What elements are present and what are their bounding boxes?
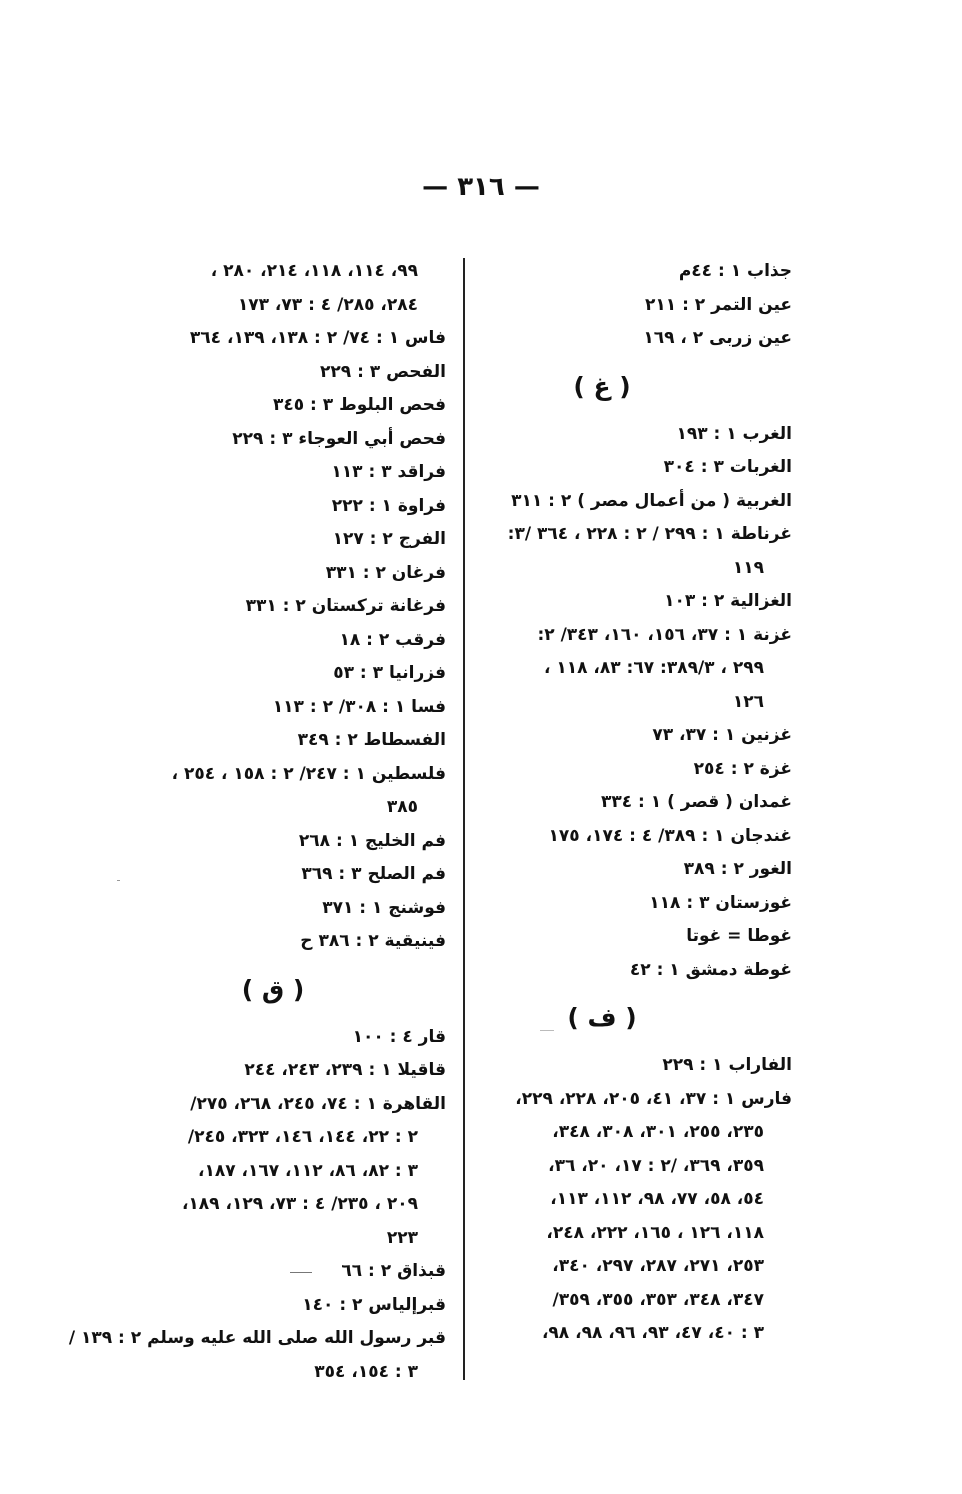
index-entry: فم الخليج ١ : ٢٦٨ bbox=[298, 830, 446, 851]
index-entry: فحص أبي العوجاء ٣ : ٢٢٩ bbox=[232, 428, 446, 449]
index-entry: غندجان ١ : ٣٨٩/ ٤ : ١٧٤، ١٧٥ bbox=[548, 825, 792, 846]
index-block-ghain bbox=[492, 418, 792, 988]
index-entry-continuation: ١١٩ bbox=[732, 557, 764, 578]
index-entry: القاهرة ١ : ٧٤، ٢٤٥، ٢٦٨، ٢٧٥/ bbox=[190, 1093, 446, 1114]
index-entry: غوطا = غوتا bbox=[686, 926, 792, 946]
scan-mark bbox=[290, 1272, 312, 1273]
index-entry: قبر رسول الله صلى الله عليه وسلم ٢ : ١٣٩ / bbox=[68, 1328, 446, 1348]
scan-mark bbox=[540, 1030, 554, 1031]
index-entry: فارس ١ : ٣٧، ٤١، ٢٠٥، ٢٢٨، ٢٢٩، bbox=[515, 1088, 792, 1109]
index-entry: الفرج ٢ : ١٢٧ bbox=[332, 529, 446, 549]
index-entry-continuation: ٢٣٥، ٢٥٥، ٣٠١، ٣٠٨، ٣٤٨، bbox=[552, 1122, 764, 1142]
index-entry: عين زربى ٢ ، ١٦٩ bbox=[643, 328, 792, 348]
index-entry-continuation: ٣ : ١٥٤، ٣٥٤ bbox=[314, 1361, 418, 1382]
index-entry: عين التمر ٢ : ٢١١ bbox=[645, 294, 792, 315]
index-entry: فرقب ٢ : ١٨ bbox=[339, 629, 446, 650]
index-entry: الغزالية ٢ : ١٠٣ bbox=[664, 591, 792, 611]
index-entry: الفحص ٣ : ٢٢٩ bbox=[320, 361, 446, 382]
index-entry-continuation: ٢٩٩ ، ٣٨٩/٣: ٦٧: ٨٣، ١١٨ ، bbox=[543, 658, 764, 678]
section-heading-ghain: ( غ ) bbox=[573, 371, 631, 401]
index-entry: فراقد ٣ : ١١٣ bbox=[331, 462, 446, 482]
index-entry: الغرب ١ : ١٩٣ bbox=[676, 423, 792, 444]
index-entry: قار ٤ : ١٠٠ bbox=[352, 1026, 446, 1047]
index-entry: فراوة ١ : ٢٢٢ bbox=[331, 495, 446, 516]
index-entry-continuation: ٣٤٧، ٣٤٨، ٣٥٣، ٣٥٥، ٣٥٩/ bbox=[552, 1289, 764, 1310]
index-entry: غزنين ١ : ٣٧، ٧٣ bbox=[652, 725, 792, 745]
index-entry-continuation: ٢٥٣، ٢٧١، ٢٨٧، ٢٩٧، ٣٤٠، bbox=[552, 1256, 764, 1276]
index-entry-continuation: ٩٩، ١١٤، ١١٨، ٢١٤، ٢٨٠ ، bbox=[210, 261, 418, 281]
index-entry: غمدان ( قصر ) ١ : ٣٣٤ bbox=[600, 792, 792, 812]
index-entry: فرغانة تركستان ٢ : ٣٣١ bbox=[245, 596, 446, 616]
index-entry-continuation: ٥٤، ٥٨، ٧٧، ٩٨، ١١٢، ١١٣، bbox=[550, 1189, 764, 1209]
index-block-fa-continued bbox=[140, 255, 446, 959]
index-entry: الغربات ٣ : ٣٠٤ bbox=[663, 457, 792, 477]
index-entry-continuation: ٢٢٣ bbox=[386, 1227, 418, 1248]
index-entry: غزة ٢ : ٢٥٤ bbox=[693, 758, 792, 779]
index-entry: الغور ٢ : ٣٨٩ bbox=[683, 859, 792, 879]
index-block-ayn bbox=[492, 255, 792, 356]
index-entry: غوطة دمشق ١ : ٤٢ bbox=[629, 959, 792, 980]
index-entry: قبرإلياس ٢ : ١٤٠ bbox=[302, 1294, 446, 1315]
index-entry-continuation: ٣ : ٨٢، ٨٦، ١١٢، ١٦٧، ١٨٧، bbox=[197, 1160, 418, 1181]
section-heading-fa: ( ف ) bbox=[567, 1003, 637, 1032]
index-entry-continuation: ١١٨، ١٢٦ ، ١٦٥، ٢٢٢، ٢٤٨، bbox=[546, 1222, 764, 1243]
section-heading-qaf: ( ق ) bbox=[241, 974, 305, 1004]
index-block-qaf bbox=[68, 1021, 446, 1390]
scan-mark bbox=[117, 880, 120, 881]
index-entry: فينيقية ٢ : ٣٨٦ ح bbox=[300, 931, 446, 951]
left-column bbox=[68, 255, 446, 1389]
index-entry: فاس ١ : ٧٤/ ٢ : ١٣٨، ١٣٩، ٣٦٤ bbox=[189, 328, 446, 348]
index-entry-continuation: ٣٥٩، ٣٦٩، /٢ : ١٧، ٢٠، ٣٦، bbox=[548, 1155, 764, 1176]
index-entry: قبذاق ٢ : ٦٦ bbox=[341, 1261, 446, 1281]
index-entry: فم الصلح ٣ : ٣٦٩ bbox=[301, 864, 446, 884]
index-entry-continuation: ٣٨٥ bbox=[386, 797, 418, 817]
index-entry: الغربية ( من أعمال مصر ) ٢ : ٣١١ bbox=[511, 490, 792, 511]
index-entry: فسا ١ : ٣٠٨/ ٢ : ١١٣ bbox=[272, 696, 446, 717]
index-entry-continuation: ٢٠٩ ، ٢٣٥/ ٤ : ٧٣، ١٢٩، ١٨٩، bbox=[181, 1194, 418, 1214]
index-entry: الفسطاط ٢ : ٣٤٩ bbox=[297, 730, 446, 750]
index-entry: جذاب ١ : ٤٤م bbox=[678, 261, 792, 281]
page-number: — ٣١٦ — bbox=[422, 172, 540, 202]
index-entry: فحص البلوط ٣ : ٣٤٥ bbox=[273, 395, 446, 415]
index-entry: فوشنج ١ : ٣٧١ bbox=[322, 897, 446, 918]
index-block-fa bbox=[492, 1049, 792, 1351]
index-entry-continuation: ٢ : ٢٢، ١٤٤، ١٤٦، ٣٢٣، ٢٤٥/ bbox=[187, 1127, 418, 1147]
column-divider bbox=[463, 258, 465, 1380]
index-entry: غوزستان ٣ : ١١٨ bbox=[649, 892, 792, 913]
right-column bbox=[492, 255, 792, 1351]
index-entry: فرغان ٢ : ٣٣١ bbox=[325, 562, 446, 583]
index-entry-continuation: ٣ : ٤٠، ٤٧، ٩٣، ٩٦، ٩٨، ٩٨، bbox=[541, 1323, 764, 1343]
index-entry-continuation: ٢٨٤، ٢٨٥/ ٤ : ٧٣، ١٧٣ bbox=[237, 294, 418, 315]
index-entry-continuation: ١٢٦ bbox=[732, 691, 764, 712]
index-entry: غرناطة ١ : ٢٩٩ / ٢ : ٢٢٨ ، ٣٦٤ /٣: bbox=[507, 524, 792, 544]
index-entry: فزرانيا ٣ : ٥٣ bbox=[333, 663, 446, 683]
index-entry: الفاراب ١ : ٢٢٩ bbox=[662, 1055, 792, 1075]
index-entry: قاقيلا ١ : ٢٣٩، ٢٤٣، ٢٤٤ bbox=[244, 1060, 446, 1080]
index-entry: فلسطين ١ : ٢٤٧/ ٢ : ١٥٨ ، ٢٥٤ ، bbox=[171, 763, 446, 784]
index-entry: غزنة ١ : ٣٧، ١٥٦، ١٦٠، ٣٤٣/ ٢: bbox=[537, 624, 792, 645]
